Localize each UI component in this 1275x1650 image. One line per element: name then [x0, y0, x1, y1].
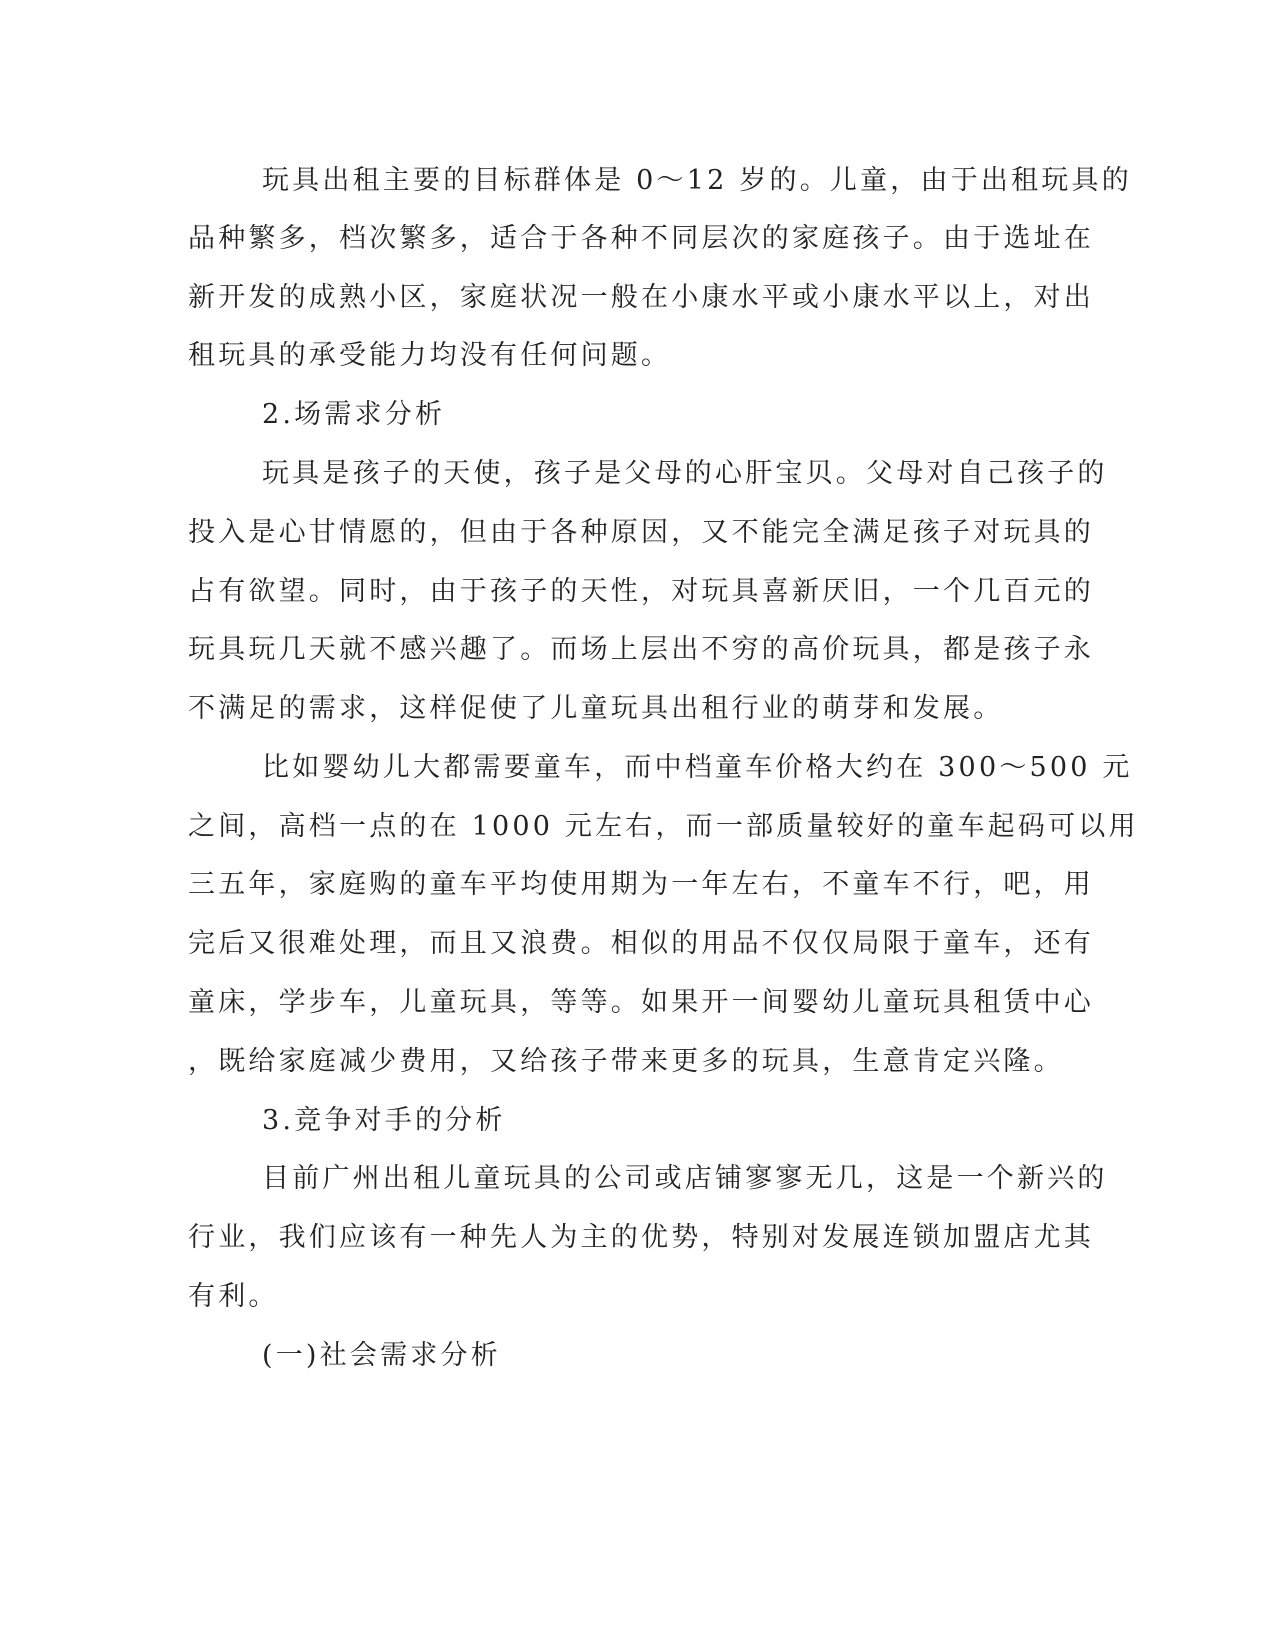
paragraph-line: 租玩具的承受能力均没有任何问题。 [188, 340, 672, 371]
paragraph-line: 占有欲望。同时，由于孩子的天性，对玩具喜新厌旧，一个几百元的 [188, 576, 1094, 607]
paragraph-line: 行业，我们应该有一种先人为主的优势，特别对发展连锁加盟店尤其 [188, 1222, 1094, 1253]
paragraph-line: 品种繁多，档次繁多，适合于各种不同层次的家庭孩子。由于选址在 [188, 223, 1094, 254]
paragraph-line: 完后又很难处理，而且又浪费。相似的用品不仅仅局限于童车，还有 [188, 928, 1094, 959]
paragraph-line: 之间，高档一点的在 1000 元左右，而一部质量较好的童车起码可以用 [188, 811, 1139, 842]
paragraph-line: 童床，学步车，儿童玩具，等等。如果开一间婴幼儿童玩具租赁中心 [188, 987, 1094, 1018]
section-heading: 2.场需求分析 [262, 399, 446, 430]
section-heading: 3.竞争对手的分析 [262, 1105, 506, 1136]
paragraph-line: 投入是心甘情愿的，但由于各种原因，又不能完全满足孩子对玩具的 [188, 517, 1094, 548]
paragraph-line: 新开发的成熟小区，家庭状况一般在小康水平或小康水平以上，对出 [188, 282, 1094, 313]
paragraph-line: 三五年，家庭购的童车平均使用期为一年左右，不童车不行，吧，用 [188, 869, 1094, 900]
paragraph-line: 玩具出租主要的目标群体是 0～12 岁的。儿童，由于出租玩具的 [262, 165, 1132, 196]
paragraph-line: 比如婴幼儿大都需要童车，而中档童车价格大约在 300～500 元 [262, 752, 1133, 783]
paragraph-line: 不满足的需求，这样促使了儿童玩具出租行业的萌芽和发展。 [188, 693, 1004, 724]
section-heading: (一)社会需求分析 [262, 1340, 501, 1371]
paragraph-line: 目前广州出租儿童玩具的公司或店铺寥寥无几，这是一个新兴的 [262, 1163, 1108, 1194]
paragraph-line: ，既给家庭减少费用，又给孩子带来更多的玩具，生意肯定兴隆。 [188, 1046, 1064, 1077]
paragraph-line: 玩具是孩子的天使，孩子是父母的心肝宝贝。父母对自己孩子的 [262, 458, 1108, 489]
paragraph-line: 有利。 [188, 1281, 279, 1312]
paragraph-line: 玩具玩几天就不感兴趣了。而场上层出不穷的高价玩具，都是孩子永 [188, 634, 1094, 665]
